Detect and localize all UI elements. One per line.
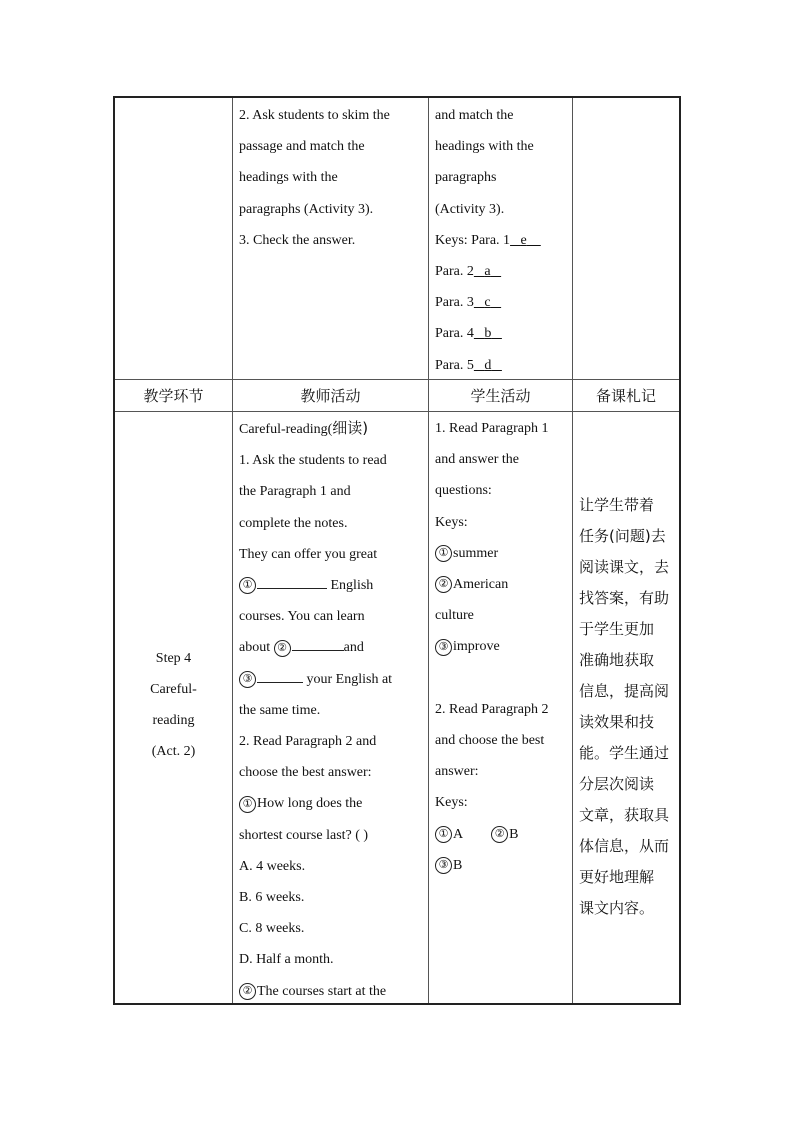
para-label: Para. 2 [435, 264, 474, 280]
circled-number: ① [435, 826, 452, 843]
circled-number: ③ [239, 671, 256, 688]
fill-blank [257, 668, 303, 683]
text-segment: Careful-reading( [239, 422, 333, 437]
text-segment: summer [453, 545, 499, 561]
prep-notes-cell [579, 490, 681, 924]
text-line: B. 6 weeks. [239, 890, 305, 906]
note-line: 课文内容。 [579, 899, 655, 917]
para-label: Para. 3 [435, 295, 474, 311]
text-line: headings with the [239, 170, 338, 186]
answer-value: a [484, 264, 491, 280]
note-line: 阅读课文，去 [579, 558, 670, 576]
text-segment: How long does the [257, 796, 363, 812]
note-line: 体信息，从而 [579, 837, 670, 855]
circled-number: ① [435, 545, 452, 562]
circled-number: ① [239, 577, 256, 594]
column-divider [428, 98, 429, 1003]
text-line: A. 4 weeks. [239, 858, 306, 874]
text-line [239, 664, 427, 695]
text-line [435, 819, 571, 850]
answer-key-line [435, 225, 569, 256]
circled-number: ③ [435, 639, 452, 656]
text-line: 2. Ask students to skim the [239, 108, 390, 123]
answer-blank [474, 358, 502, 373]
column-divider [572, 98, 573, 1003]
header-teacher-activity: 教师活动 [300, 387, 361, 405]
answer-key-line [435, 256, 569, 287]
note-line: 找答案，有助 [579, 589, 670, 607]
text-line [435, 850, 571, 881]
circled-number: ① [239, 796, 256, 813]
text-line: culture [435, 608, 474, 624]
step-cell [115, 643, 232, 767]
text-line [239, 788, 427, 819]
note-line: 更好地理解 [579, 868, 655, 886]
text-line [435, 631, 571, 662]
text-line: D. Half a month. [239, 952, 334, 968]
text-line: and choose the best [435, 733, 545, 749]
answer-key-line [435, 318, 569, 349]
para-label: Para. 5 [435, 357, 474, 373]
text-line [239, 632, 427, 663]
answer-blank [510, 233, 541, 248]
note-line: 任务(问题)去 [579, 527, 666, 545]
note-line: 于学生更加 [579, 620, 655, 638]
note-line: 准确地获取 [579, 651, 655, 669]
step-line: reading [152, 713, 195, 728]
note-line: 读效果和技 [579, 713, 655, 731]
text-line: headings with the [435, 139, 534, 155]
text-line: passage and match the [239, 139, 365, 155]
text-line: choose the best answer: [239, 765, 372, 781]
text-segment: improve [453, 639, 500, 655]
note-line: 分层次阅读 [579, 775, 655, 793]
note-line: 信息，提高阅 [579, 682, 670, 700]
text-line: the same time. [239, 702, 321, 718]
text-line: courses. You can learn [239, 609, 365, 625]
text-line: questions: [435, 483, 492, 499]
row-divider [115, 379, 679, 380]
top-teacher-cell [239, 100, 425, 256]
text-line [435, 538, 571, 569]
text-segment: B [453, 857, 463, 873]
circled-number: ② [491, 826, 508, 843]
text-line: complete the notes. [239, 515, 348, 531]
student-activity-cell [435, 413, 571, 881]
step-line: Step 4 [155, 651, 192, 666]
text-line: (Activity 3). [435, 201, 505, 217]
row-divider [115, 411, 679, 412]
text-line: and answer the [435, 452, 519, 468]
answer-blank [474, 326, 502, 341]
answer-blank [474, 295, 501, 310]
circled-number: ② [239, 983, 256, 1000]
fill-blank [257, 574, 327, 589]
teacher-activity-cell [239, 413, 427, 1007]
step-line: (Act. 2) [151, 744, 196, 759]
text-segment: and [343, 640, 364, 656]
answer-value: e [520, 232, 527, 248]
answer-key-line [435, 287, 569, 318]
header-student-activity: 学生活动 [470, 387, 531, 405]
text-line: shortest course last? ( ) [239, 827, 369, 843]
text-line: the Paragraph 1 and [239, 484, 351, 500]
circled-number: ③ [435, 857, 452, 874]
answer-value: c [484, 295, 491, 311]
spacer-line [435, 663, 571, 694]
answer-value: b [484, 326, 492, 342]
text-segment: English [327, 578, 374, 594]
text-segment: your English at [303, 671, 393, 687]
text-line: C. 8 weeks. [239, 921, 305, 937]
text-line: and match the [435, 108, 514, 123]
text-line: paragraphs (Activity 3). [239, 201, 374, 217]
lesson-plan-table [113, 96, 681, 1005]
text-segment: 细读) [332, 419, 369, 437]
text-segment: A [453, 826, 464, 842]
text-line: 1. Read Paragraph 1 [435, 421, 549, 436]
text-line [435, 569, 571, 600]
text-line: They can offer you great [239, 546, 378, 562]
circled-number: ② [274, 640, 291, 657]
text-segment: B [509, 826, 519, 842]
circled-number: ② [435, 576, 452, 593]
column-divider [232, 98, 233, 1003]
answer-blank [474, 264, 501, 279]
note-line: 能。学生通过 [579, 744, 670, 762]
answer-value: d [484, 357, 492, 373]
note-line: 文章，获取具 [579, 806, 670, 824]
para-label: Para. 4 [435, 326, 474, 342]
keys-label: Keys: Para. 1 [435, 232, 511, 248]
note-line: 让学生带着 [579, 496, 655, 514]
fill-blank [292, 636, 344, 651]
text-line: Keys: [435, 795, 468, 811]
text-line: answer: [435, 764, 479, 780]
text-line: 2. Read Paragraph 2 and [239, 734, 377, 750]
answer-key-line [435, 350, 569, 381]
text-line: 1. Ask the students to read [239, 453, 387, 469]
text-line [239, 570, 427, 601]
text-segment: The courses start at the [257, 983, 387, 999]
text-line: 2. Read Paragraph 2 [435, 701, 549, 717]
header-teaching-step: 教学环节 [143, 387, 204, 405]
text-line: paragraphs [435, 170, 497, 186]
text-line [239, 413, 427, 445]
step-line: Careful- [150, 682, 197, 697]
text-line: 3. Check the answer. [239, 232, 356, 248]
header-prep-notes: 备课札记 [595, 387, 656, 405]
text-line [239, 976, 427, 1007]
top-student-cell [435, 100, 569, 381]
text-segment: about [239, 640, 274, 656]
text-segment: American [453, 577, 509, 593]
text-line: Keys: [435, 514, 468, 530]
